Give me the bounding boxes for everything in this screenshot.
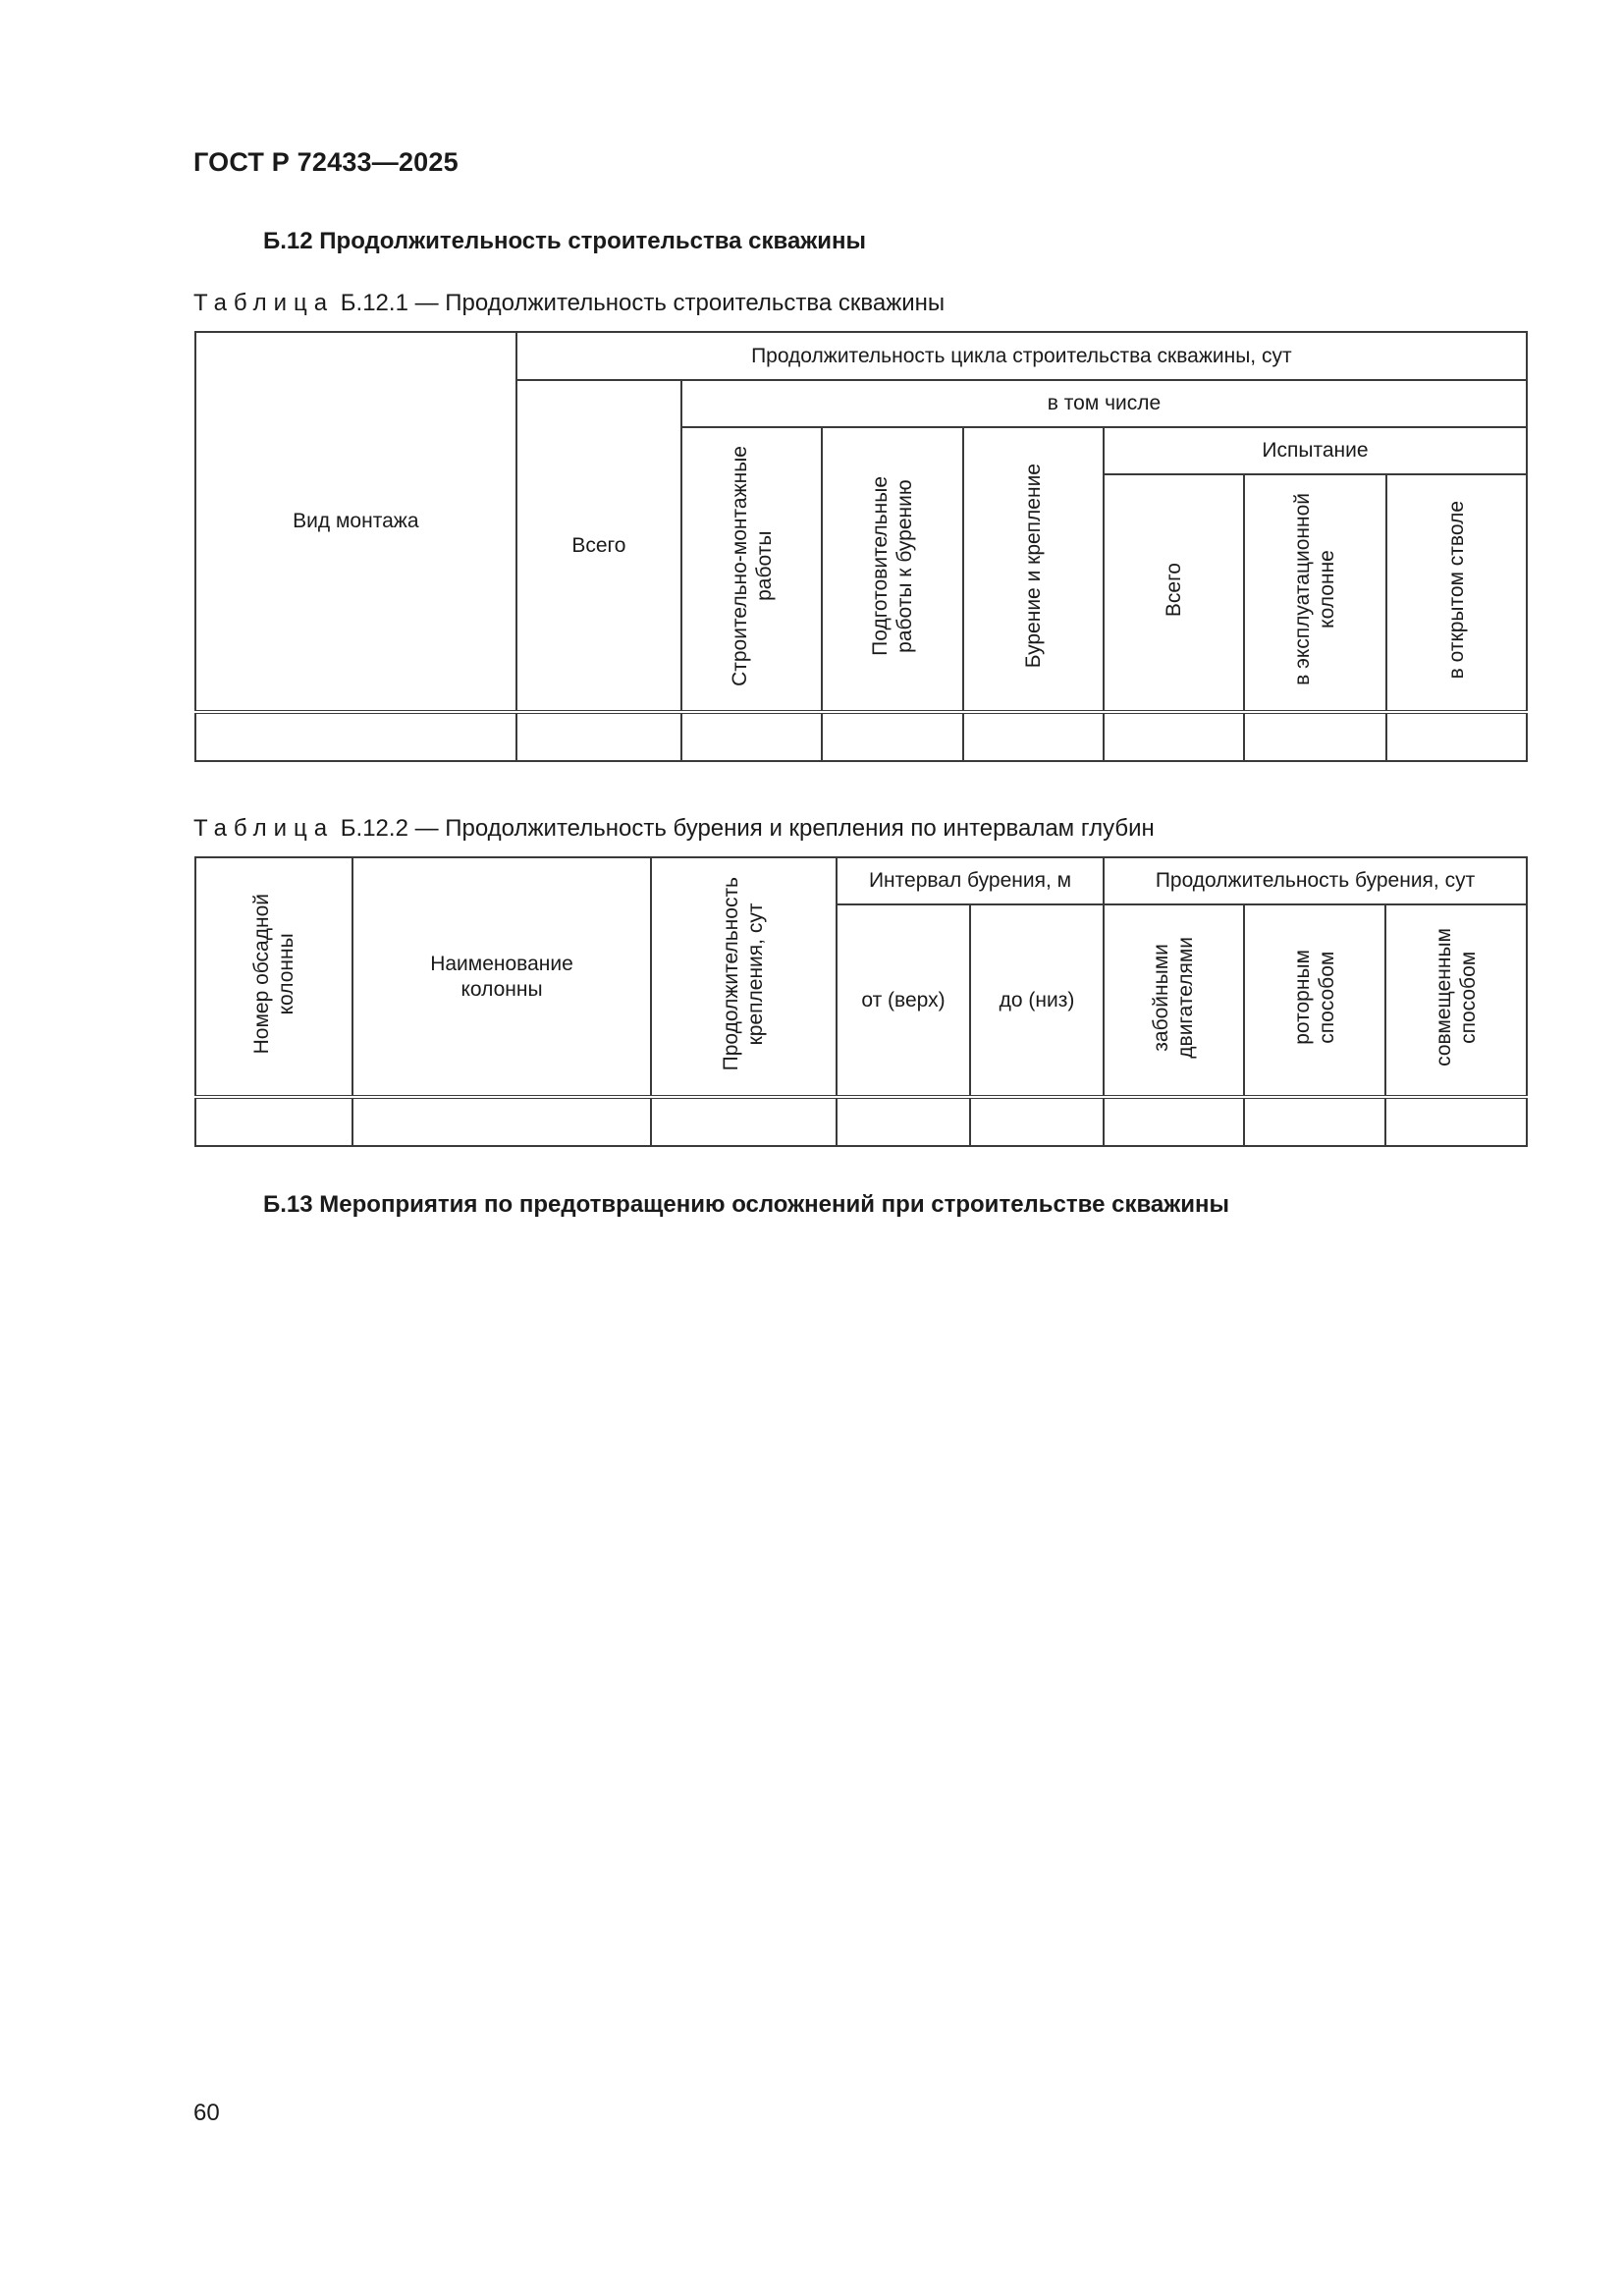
table-b12-2 (194, 856, 1528, 1147)
table-cell (516, 712, 681, 761)
header-testing: Испытание (1104, 427, 1527, 474)
table-row (195, 1097, 1527, 1146)
header-drilling-duration: Продолжительность бурения, сут (1104, 857, 1527, 904)
table-cell (837, 1097, 970, 1146)
header-construction-installation: Строительно-монтажные работы (681, 427, 822, 712)
header-drilling-interval: Интервал бурения, м (837, 857, 1104, 904)
table-b12-1-caption (193, 290, 945, 317)
header-to-bottom: до (низ) (970, 904, 1104, 1097)
header-casing-duration: Продолжительность крепления, сут (651, 857, 837, 1097)
header-vid-montazha: Вид монтажа (195, 332, 516, 712)
header-total: Всего (516, 380, 681, 712)
table-b12-1 (194, 331, 1528, 762)
header-testing-total: Всего (1104, 474, 1244, 712)
header-combined-method: совмещенным способом (1385, 904, 1527, 1097)
table-b12-2-caption (193, 815, 1155, 843)
header-including: в том числе (681, 380, 1527, 427)
table-cell (681, 712, 822, 761)
header-preparatory-works: Подготовительные работы к бурению (822, 427, 962, 712)
table-cell (1244, 712, 1385, 761)
caption-prefix: Таблица (193, 815, 335, 842)
document-title: ГОСТ Р 72433—2025 (193, 147, 459, 177)
caption-prefix: Таблица (193, 290, 335, 316)
table-cell (1104, 1097, 1244, 1146)
page-number: 60 (193, 2100, 220, 2126)
header-downhole-motors: забойными двигателями (1104, 904, 1244, 1097)
header-rotary-method: роторным способом (1244, 904, 1385, 1097)
table-row (195, 712, 1527, 761)
header-cycle-duration: Продолжительность цикла строительства скважины, сут (516, 332, 1527, 380)
section-b12-title: Б.12 Продолжительность строительства скважины (263, 228, 867, 254)
table-cell (352, 1097, 651, 1146)
caption-text: Б.12.2 — Продолжительность бурения и крепления по интервалам глубин (340, 815, 1155, 842)
header-drilling-casing: Бурение и крепление (963, 427, 1104, 712)
table-cell (1104, 712, 1244, 761)
header-open-hole: в открытом стволе (1386, 474, 1527, 712)
header-casing-name: Наименование колонны (352, 857, 651, 1097)
table-cell (822, 712, 962, 761)
header-production-casing: в эксплуатационной колонне (1244, 474, 1385, 712)
table-cell (963, 712, 1104, 761)
table-cell (1386, 712, 1527, 761)
table-cell (970, 1097, 1104, 1146)
table-cell (1244, 1097, 1385, 1146)
table-cell (195, 1097, 352, 1146)
table-cell (651, 1097, 837, 1146)
table-cell (195, 712, 516, 761)
header-casing-number: Номер обсадной колонны (195, 857, 352, 1097)
caption-text: Б.12.1 — Продолжительность строительства скважины (340, 290, 946, 316)
table-cell (1385, 1097, 1527, 1146)
header-from-top: от (верх) (837, 904, 970, 1097)
section-b13-title: Б.13 Мероприятия по предотвращению осложнений при строительстве скважины (263, 1191, 1229, 1218)
